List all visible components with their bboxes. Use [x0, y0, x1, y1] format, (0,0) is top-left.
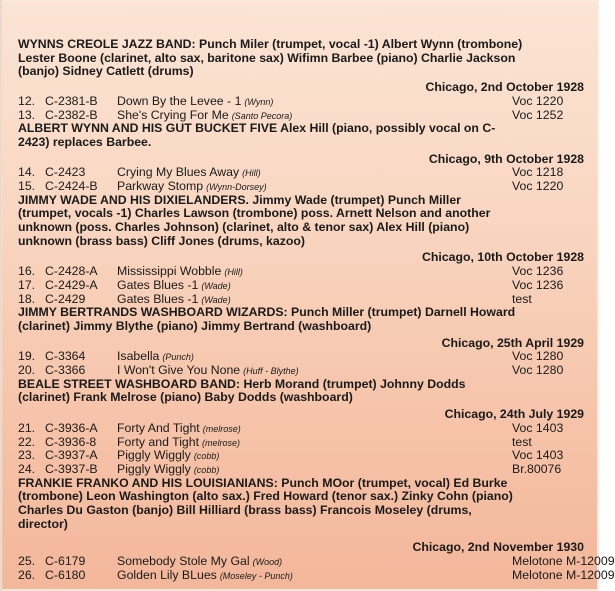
session-personnel-line: JIMMY WADE AND HIS DIXIELANDERS. Jimmy Wade (trumpet) Punch Miller [18, 192, 461, 207]
track-number: 14. [18, 165, 36, 180]
track-composer: (Hill) [224, 267, 243, 278]
track-title: Piggly Wiggly [117, 448, 191, 463]
record-label: Voc 1280 [512, 363, 564, 378]
track-title-cell [117, 180, 267, 195]
record-label: Voc 1252 [512, 107, 564, 122]
session-personnel-line: (banjo) Sidney Catlett (drums) [18, 64, 194, 79]
track-row [18, 166, 588, 180]
session-date: Chicago, 9th October 1928 [428, 151, 584, 166]
record-label: Voc 1220 [512, 93, 564, 108]
track-composer: (Wood) [252, 557, 283, 568]
session-block [18, 306, 588, 377]
track-row [18, 463, 588, 477]
session-personnel-line: (trumpet, vocals -1) Charles Lawson (trombone) poss. Arnett Nelson and another [18, 206, 491, 221]
matrix-number: C-6180 [45, 567, 86, 582]
session-date: Chicago, 24th July 1929 [444, 407, 584, 422]
session-personnel-line: WYNNS CREOLE JAZZ BAND: Punch Miler (trumpet, vocal -1) Albert Wynn (trombone) [18, 37, 523, 51]
track-number: 13. [18, 107, 36, 122]
track-row [18, 95, 588, 109]
track-composer: (Punch) [162, 352, 194, 363]
record-label: Voc 1218 [512, 165, 564, 180]
record-label: test [512, 291, 532, 306]
matrix-number: C-3937-B [45, 461, 98, 476]
record-label: Voc 1236 [512, 277, 564, 292]
track-title: She's Crying For Me [117, 107, 229, 122]
track-title-cell [117, 109, 292, 124]
track-row [18, 279, 588, 293]
track-row [18, 567, 615, 583]
session-personnel-line: (trombone) Leon Washington (alto sax.) Fred Howard (tenor sax.) Zinky Cohn (piano) [18, 489, 513, 504]
track-number: 25. [18, 554, 36, 569]
track-composer: (Wade) [201, 294, 231, 305]
track-row [18, 554, 615, 569]
track-title-cell [117, 364, 299, 379]
track-number: 15. [18, 178, 36, 193]
session-personnel-line: (clarinet) Frank Melrose (piano) Baby Dodds (washboard) [18, 390, 353, 405]
track-title: Gates Blues -1 [117, 277, 199, 292]
track-number: 12. [18, 93, 36, 108]
record-label: Voc 1236 [512, 264, 564, 279]
record-label: Br.80076 [512, 461, 562, 476]
matrix-number: C-3936-A [45, 420, 98, 435]
track-number: 22. [18, 434, 36, 449]
track-composer: (melrose) [202, 437, 241, 448]
track-number: 18. [18, 291, 36, 306]
session-personnel-line: (clarinet) Jimmy Blythe (piano) Jimmy Bertrand (washboard) [18, 318, 372, 333]
session-personnel-line: ALBERT WYNN AND HIS GUT BUCKET FIVE Alex Hill (piano, possibly vocal on C- [18, 121, 496, 136]
track-number: 20. [18, 363, 36, 378]
track-composer: (Santo Pecora) [231, 110, 293, 121]
track-title: I Won't Give You None [117, 363, 241, 378]
matrix-number: C-2428-A [45, 264, 98, 279]
session-date: Chicago, 10th October 1928 [422, 250, 584, 265]
track-number: 16. [18, 264, 36, 279]
track-composer: (Wade) [201, 280, 231, 291]
session-block [18, 475, 615, 583]
session-block [18, 38, 588, 122]
track-title: Piggly Wiggly [117, 461, 191, 476]
session-personnel-line: FRANKIE FRANKO AND HIS LOUISIANIANS: Punch MOor (trumpet, vocal) Ed Burke [18, 475, 508, 490]
session-date: Chicago, 25th April 1929 [441, 335, 584, 350]
matrix-number: C-2382-B [45, 107, 98, 122]
session-block [18, 122, 588, 193]
track-row [18, 422, 588, 436]
session-personnel-line: JIMMY BERTRANDS WASHBOARD WIZARDS: Punch Miller (trumpet) Darnell Howard [18, 305, 516, 320]
record-label: Melotone M-12009 [512, 567, 615, 582]
matrix-number: C-2381-B [45, 93, 98, 108]
session-personnel-line: Lester Boone (clarinet, alto sax, baritone sax) Wifimn Barbee (piano) Charlie Jackson [18, 50, 516, 65]
session-personnel-line: 2423) replaces Barbee. [18, 134, 152, 149]
track-row [18, 364, 588, 378]
track-row [18, 109, 588, 123]
track-title: Forty and Tight [117, 434, 200, 449]
session-personnel-line: director) [18, 516, 68, 531]
track-number: 24. [18, 461, 36, 476]
track-composer: (Huff - Blythe) [243, 366, 299, 377]
session-personnel-line: Charles Du Gaston (banjo) Bill Hilliard (brass bass) Francois Moseley (drums, [18, 503, 472, 517]
track-row [18, 350, 588, 364]
matrix-number: C-2429-A [45, 277, 98, 292]
track-composer: (cobb) [193, 451, 220, 462]
matrix-number: C-3366 [45, 363, 86, 378]
track-title: Isabella [117, 349, 160, 364]
track-row [18, 180, 588, 194]
track-number: 23. [18, 448, 36, 463]
track-title: Parkway Stomp [117, 178, 204, 193]
track-composer: (Wynn-Dorsey) [206, 181, 267, 192]
matrix-number: C-2424-B [45, 178, 98, 193]
record-label: test [512, 434, 532, 449]
matrix-number: C-3937-A [45, 448, 98, 463]
session-date: Chicago, 2nd November 1930 [412, 540, 584, 555]
matrix-number: C-3364 [45, 349, 86, 364]
track-title: Forty And Tight [117, 420, 200, 435]
session-block [18, 194, 588, 307]
track-number: 19. [18, 349, 36, 364]
track-number: 21. [18, 420, 36, 435]
record-label: Voc 1403 [512, 420, 564, 435]
session-personnel-line: unknown (poss. Charles Johnson) (clarinet, alto & tenor sax) Alex Hill (piano) [18, 220, 470, 235]
track-title: Gates Blues -1 [117, 291, 199, 306]
track-title: Somebody Stole My Gal [117, 554, 250, 569]
track-row [18, 436, 588, 450]
track-composer: (Moseley - Punch) [219, 570, 293, 581]
discography-list [18, 37, 615, 582]
track-composer: (Wynn) [244, 96, 274, 107]
matrix-number: C-2423 [45, 165, 86, 180]
record-label: Voc 1280 [512, 349, 564, 364]
track-row [18, 449, 588, 463]
session-personnel-line: unknown (brass bass) Cliff Jones (drums, kazoo) [18, 233, 305, 248]
track-row [18, 265, 588, 279]
track-composer: (Hill) [242, 168, 261, 179]
record-label: Voc 1220 [512, 178, 564, 193]
track-composer: (cobb) [193, 464, 220, 475]
matrix-number: C-3936-8 [45, 434, 97, 449]
session-block [18, 378, 588, 477]
track-title-cell [117, 569, 293, 584]
track-number: 17. [18, 277, 36, 292]
matrix-number: C-6179 [45, 554, 86, 569]
track-title: Mississippi Wobble [117, 264, 222, 279]
record-label: Melotone M-12009 [512, 554, 615, 569]
track-composer: (melrose) [202, 423, 241, 434]
page-edge-shadow [0, 0, 3, 591]
track-title-cell [117, 463, 219, 478]
record-label: Voc 1403 [512, 448, 564, 463]
matrix-number: C-2429 [45, 291, 86, 306]
track-title: Down By the Levee - 1 [117, 93, 242, 108]
track-title: Crying My Blues Away [117, 165, 240, 180]
track-title: Golden Lily BLues [117, 567, 217, 582]
session-date: Chicago, 2nd October 1928 [425, 80, 584, 95]
track-row [18, 293, 588, 307]
track-title-cell [117, 293, 231, 308]
track-number: 26. [18, 567, 36, 582]
session-personnel-line: BEALE STREET WASHBOARD BAND: Herb Morand (trumpet) Johnny Dodds [18, 376, 466, 391]
